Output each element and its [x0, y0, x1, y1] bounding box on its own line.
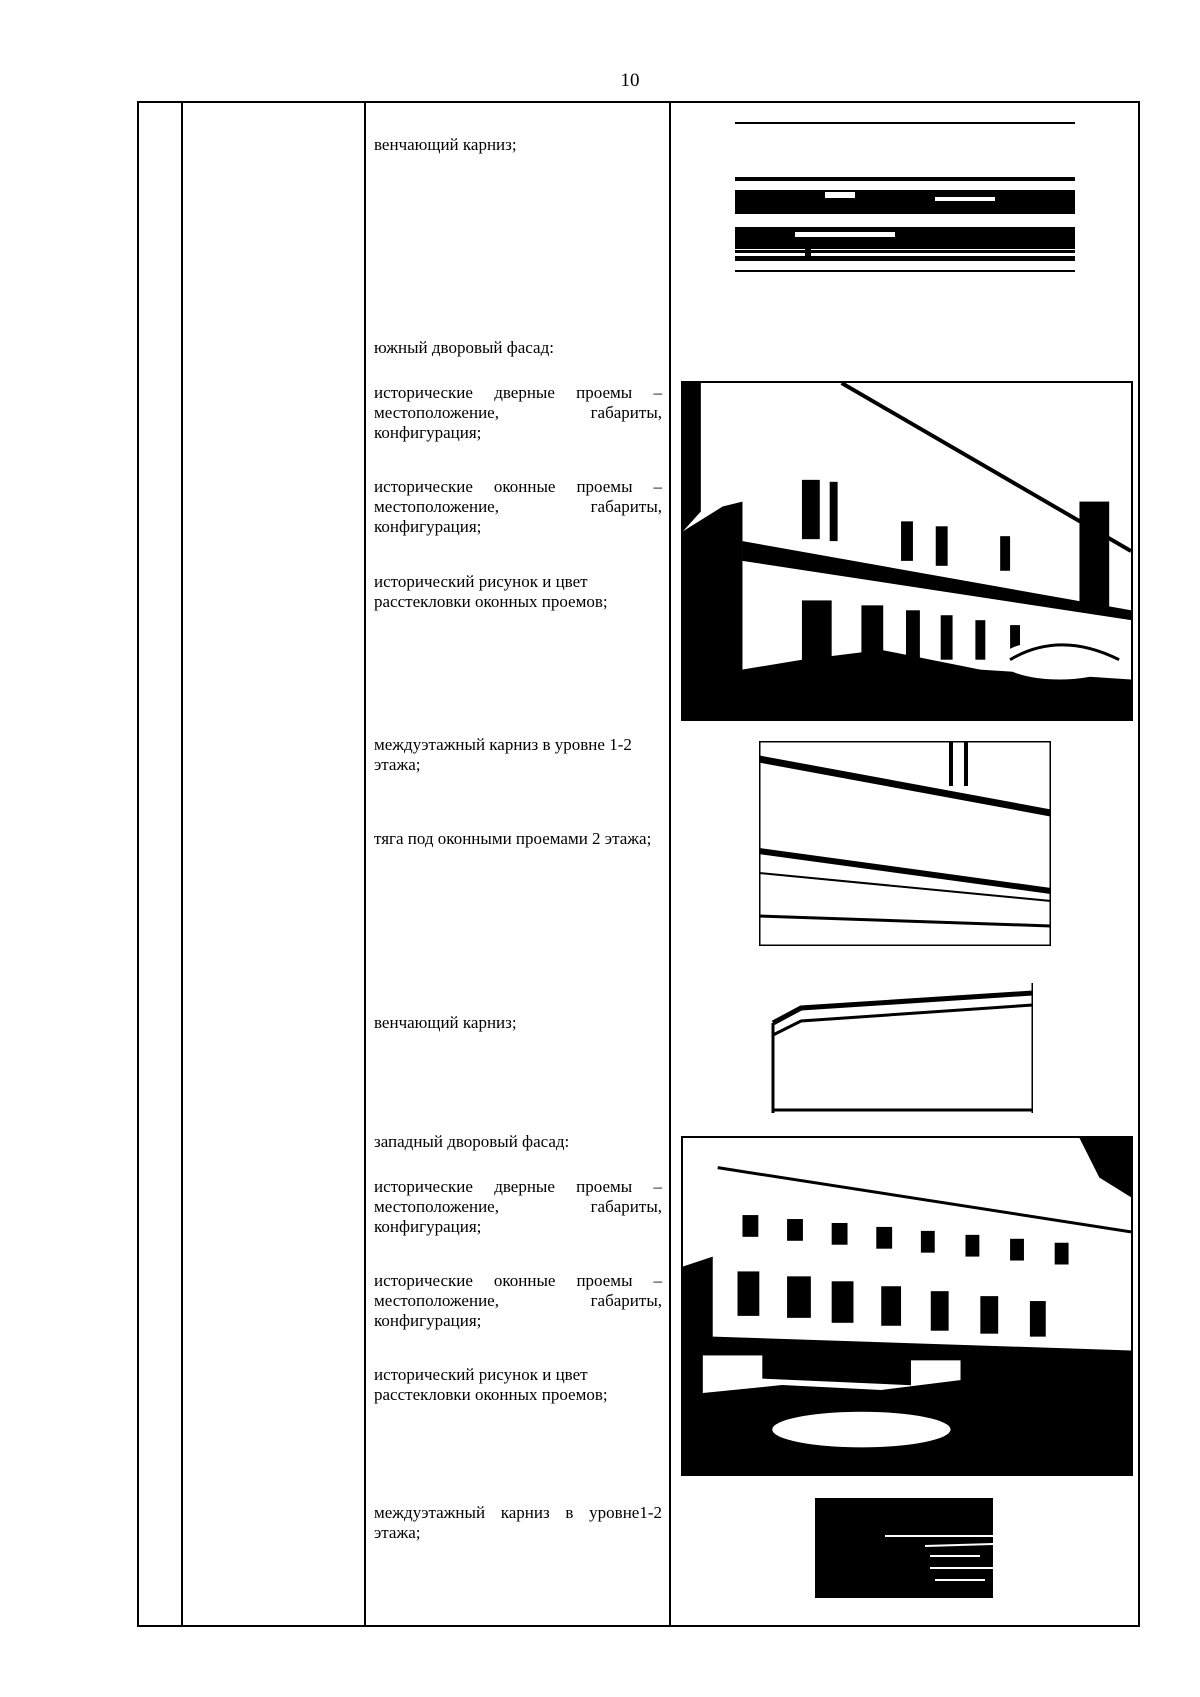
- west-interfloor-cornice-photo: [815, 1498, 993, 1598]
- feature-text: исторический рисунок и цвет расстекловки оконных проемов;: [374, 572, 608, 611]
- south-cornice-photo: [771, 983, 1033, 1113]
- feature-text: венчающий карниз;: [374, 135, 517, 154]
- feature-text: исторические оконные проемы – местоположение, габариты, конфигурация;: [374, 477, 662, 536]
- feature-text: исторические дверные проемы – местоположение, габариты, конфигурация;: [374, 383, 662, 442]
- section-heading: южный дворовый фасад:: [374, 338, 554, 357]
- feature-text: венчающий карниз;: [374, 1013, 517, 1032]
- page-number: 10: [620, 70, 640, 91]
- south-facade-photo: [681, 381, 1133, 721]
- column-divider: [181, 103, 183, 1625]
- column-divider: [364, 103, 366, 1625]
- cornice-photo: [735, 122, 1075, 274]
- feature-text: тяга под оконными проемами 2 этажа;: [374, 829, 652, 848]
- section-heading: западный дворовый фасад:: [374, 1132, 570, 1151]
- feature-text: исторические дверные проемы – местоположение, габариты, конфигурация;: [374, 1177, 662, 1236]
- feature-text: междуэтажный карниз в уровне1-2 этажа;: [374, 1503, 662, 1542]
- interfloor-cornice-photo: [759, 741, 1051, 946]
- west-facade-photo: [681, 1136, 1133, 1476]
- column-divider: [669, 103, 671, 1625]
- feature-text: исторические оконные проемы – местоположение, габариты, конфигурация;: [374, 1271, 662, 1330]
- feature-text: исторический рисунок и цвет расстекловки оконных проемов;: [374, 1365, 608, 1404]
- feature-text: междуэтажный карниз в уровне 1-2 этажа;: [374, 735, 632, 774]
